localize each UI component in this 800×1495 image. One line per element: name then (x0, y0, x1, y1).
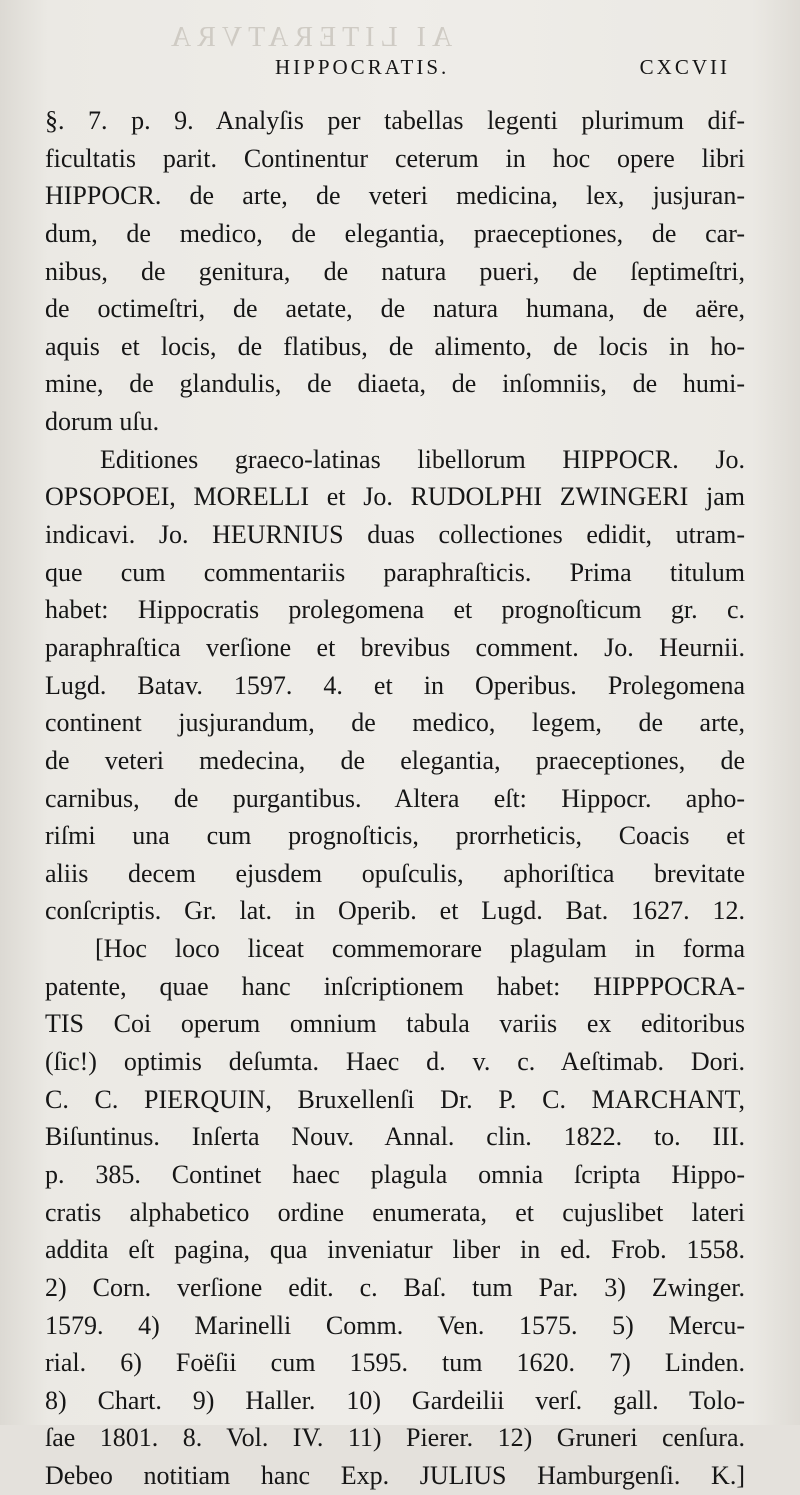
text-line: addita eſt pagina, qua inveniatur liber in ed. Frob. 1558. (45, 1235, 745, 1265)
text-line: aquis et locis, de flatibus, de alimento, de locis in ho- (45, 331, 745, 361)
page-number: CXCVII (639, 55, 730, 79)
text-line: p. 385. Continet haec plagula omnia ſcripta Hippo- (45, 1159, 745, 1189)
text-line: cratis alphabetico ordine enumerata, et cujuslibet lateri (45, 1197, 745, 1227)
text-line: 1579. 4) Marinelli Comm. Ven. 1575. 5) Mercu- (45, 1310, 745, 1340)
text-line: 2) Corn. verſione edit. c. Baſ. tum Par. 3) Zwinger. (45, 1272, 745, 1302)
text-line: habet: Hippocratis prolegomena et prognoſticum gr. c. (45, 595, 745, 625)
text-line: conſcriptis. Gr. lat. in Operib. et Lugd. Bat. 1627. 12. (45, 896, 745, 926)
text-line: de octimeſtri, de aetate, de natura humana, de aëre, (45, 294, 745, 324)
text-line: Debeo notitiam hanc Exp. JULIUS Hamburgenſi. K.] (45, 1461, 745, 1491)
text-line: mine, de glandulis, de diaeta, de inſomniis, de humi- (45, 369, 745, 399)
text-line: dum, de medico, de elegantia, praeceptiones, de car- (45, 218, 745, 248)
text-line: nibus, de genitura, de natura pueri, de ſeptimeſtri, (45, 256, 745, 286)
text-line: (ſic!) optimis deſumta. Haec d. v. c. Aeſtimab. Dori. (45, 1047, 745, 1077)
text-line: que cum commentariis paraphraſticis. Prima titulum (45, 557, 745, 587)
text-line: carnibus, de purgantibus. Altera eſt: Hippocr. apho- (45, 783, 745, 813)
text-line: ſae 1801. 8. Vol. IV. 11) Pierer. 12) Gruneri cenſura. (45, 1423, 745, 1453)
text-line: aliis decem ejusdem opuſculis, aphoriſtica brevitate (45, 858, 745, 888)
bleed-through-text: AI LITERATVRA (165, 22, 453, 53)
text-line: patente, quae hanc inſcriptionem habet: HIPPPOCRA- (45, 971, 745, 1001)
body-text (45, 102, 745, 1495)
text-line: Lugd. Batav. 1597. 4. et in Operibus. Prolegomena (45, 670, 745, 700)
text-line: 8) Chart. 9) Haller. 10) Gardeilii verſ. gall. Tolo- (45, 1385, 745, 1415)
text-line: de veteri medecina, de elegantia, praeceptiones, de (45, 745, 745, 775)
running-title: HIPPOCRATIS. (275, 55, 450, 79)
text-line: OPSOPOEI, MORELLI et Jo. RUDOLPHI ZWINGERI jam (45, 482, 745, 512)
text-line: ficultatis parit. Continentur ceterum in hoc opere libri (45, 143, 745, 173)
text-line: riſmi una cum prognoſticis, prorrheticis, Coacis et (45, 821, 745, 851)
text-line: §. 7. p. 9. Analyſis per tabellas legenti plurimum dif- (45, 106, 745, 135)
text-line: continent jusjurandum, de medico, legem, de arte, (45, 708, 745, 738)
text-line: HIPPOCR. de arte, de veteri medicina, lex, jusjuran- (45, 181, 745, 211)
text-line: Biſuntinus. Inſerta Nouv. Annal. clin. 1822. to. III. (45, 1122, 745, 1152)
text-line: C. C. PIERQUIN, Bruxellenſi Dr. P. C. MARCHANT, (45, 1084, 745, 1114)
text-line: dorum uſu. (45, 407, 160, 437)
page-header (275, 55, 730, 89)
text-line: Editiones graeco-latinas libellorum HIPPOCR. Jo. (100, 444, 745, 474)
text-line: [Hoc loco liceat commemorare plagulam in forma (95, 934, 745, 964)
text-line: indicavi. Jo. HEURNIUS duas collectiones edidit, utram- (45, 520, 745, 550)
text-line: rial. 6) Foëſii cum 1595. tum 1620. 7) Linden. (45, 1348, 745, 1378)
text-line: TIS Coi operum omnium tabula variis ex editoribus (45, 1009, 745, 1039)
text-line: paraphraſtica verſione et brevibus comment. Jo. Heurnii. (45, 632, 745, 662)
